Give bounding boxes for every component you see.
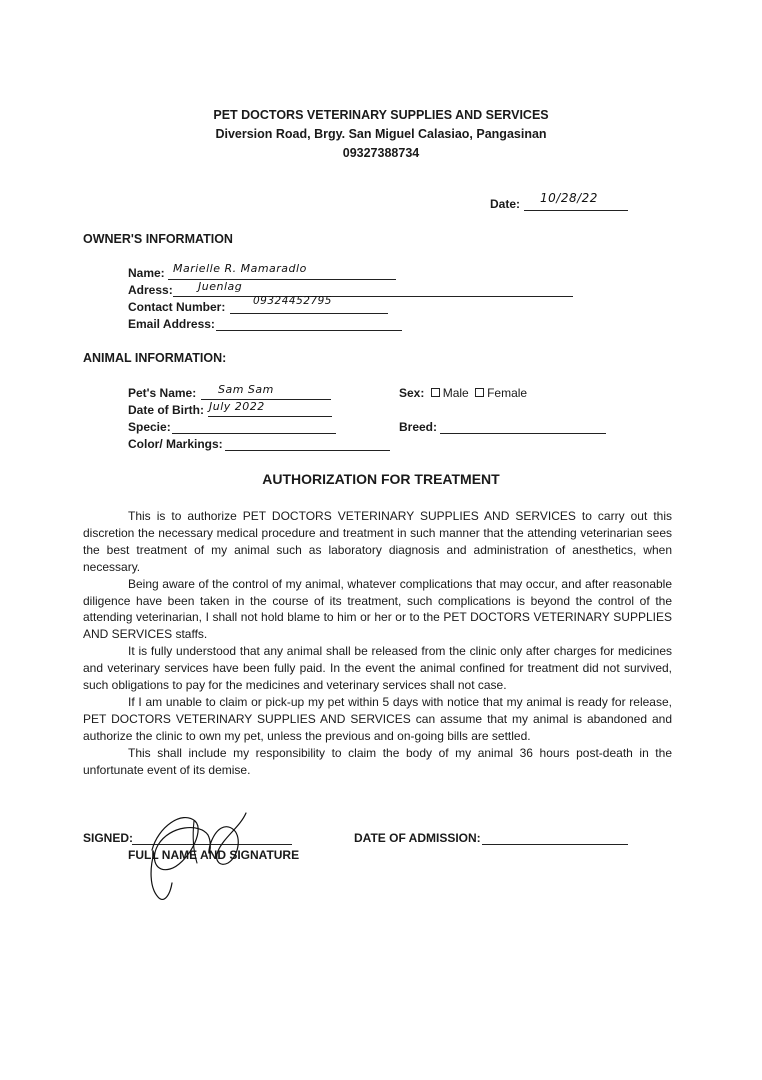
owner-email-label: Email Address: bbox=[128, 317, 215, 331]
dob-handwritten: July 2022 bbox=[209, 400, 265, 413]
sex-label: Sex: bbox=[399, 386, 425, 400]
date-label: Date: bbox=[490, 197, 521, 211]
dob-label: Date of Birth: bbox=[128, 403, 204, 417]
breed-label: Breed: bbox=[399, 420, 438, 434]
color-markings-field[interactable] bbox=[225, 436, 390, 451]
signature-sub-label: FULL NAME AND SIGNATURE bbox=[128, 848, 300, 862]
owner-contact-handwritten: 09324452795 bbox=[253, 295, 332, 307]
business-name: PET DOCTORS VETERINARY SUPPLIES AND SERVICES bbox=[213, 108, 549, 122]
authorization-paragraph-3: It is fully understood that any animal shall be released from the clinic only after charges for medicines and veterinary services have been fully paid. In the event the animal confined for treatment did not survived, such obligations to pay for the medicines and veterinary services shall not case. bbox=[83, 644, 672, 693]
sex-male-checkbox[interactable] bbox=[431, 388, 440, 397]
sex-female-label: Female bbox=[487, 386, 528, 400]
owner-contact-label: Contact Number: bbox=[128, 300, 226, 314]
animal-section-title: ANIMAL INFORMATION: bbox=[83, 351, 227, 365]
owner-name-handwritten: Marielle R. Mamaradlo bbox=[173, 262, 307, 275]
authorization-paragraph-5: This shall include my responsibility to claim the body of my animal 36 hours post-death in the unfortunate event of its demise. bbox=[83, 745, 672, 777]
business-address: Diversion Road, Brgy. San Miguel Calasiao, Pangasinan bbox=[215, 127, 547, 141]
color-markings-label: Color/ Markings: bbox=[128, 437, 223, 451]
signed-label: SIGNED: bbox=[83, 831, 134, 845]
pet-name-handwritten: Sam Sam bbox=[218, 383, 274, 396]
sex-male-label: Male bbox=[442, 386, 469, 400]
sex-row bbox=[399, 386, 527, 400]
specie-field[interactable] bbox=[172, 419, 336, 434]
business-phone: 09327388734 bbox=[342, 146, 420, 160]
owner-email-field[interactable] bbox=[216, 316, 402, 331]
owner-section-title: OWNER'S INFORMATION bbox=[83, 232, 233, 246]
owner-address-label: Adress: bbox=[128, 283, 173, 297]
handwritten-signature-icon bbox=[140, 805, 260, 905]
admission-date-field[interactable] bbox=[482, 830, 628, 845]
authorization-title: AUTHORIZATION FOR TREATMENT bbox=[262, 471, 500, 487]
admission-date-label: DATE OF ADMISSION: bbox=[354, 831, 481, 845]
pet-name-label: Pet's Name: bbox=[128, 386, 197, 400]
sex-female-checkbox[interactable] bbox=[475, 388, 484, 397]
owner-address-handwritten: Juenlag bbox=[198, 280, 243, 293]
authorization-paragraph-1: This is to authorize PET DOCTORS VETERINARY SUPPLIES AND SERVICES to carry out this discretion the necessary medical procedure and treatment in such manner that the attending veterinarian sees the best treatment of my animal such as laboratory diagnosis and administration of anesthetics, when necessary. bbox=[83, 509, 672, 574]
owner-name-label: Name: bbox=[128, 266, 165, 280]
authorization-paragraph-2: Being aware of the control of my animal, whatever complications that may occur, and after reasonable diligence have been taken in the course of its treatment, such complications is beyond the control of the attending veterinarian, I shall not hold blame to him or her or to the PET DOCTORS VETERINARY SUPPLIES AND SERVICES staffs. bbox=[83, 576, 672, 642]
specie-label: Specie: bbox=[128, 420, 171, 434]
date-handwritten: 10/28/22 bbox=[540, 191, 598, 205]
authorization-paragraph-4: If I am unable to claim or pick-up my pet within 5 days with notice that my animal is ready for release, PET DOCTORS VETERINARY SUPPLIES AND SERVICES can assume that my animal is abandoned and authorize the clinic to own my pet, unless the previous and on-going bills are settled. bbox=[83, 694, 672, 743]
breed-field[interactable] bbox=[440, 419, 606, 434]
authorization-body bbox=[83, 508, 672, 779]
